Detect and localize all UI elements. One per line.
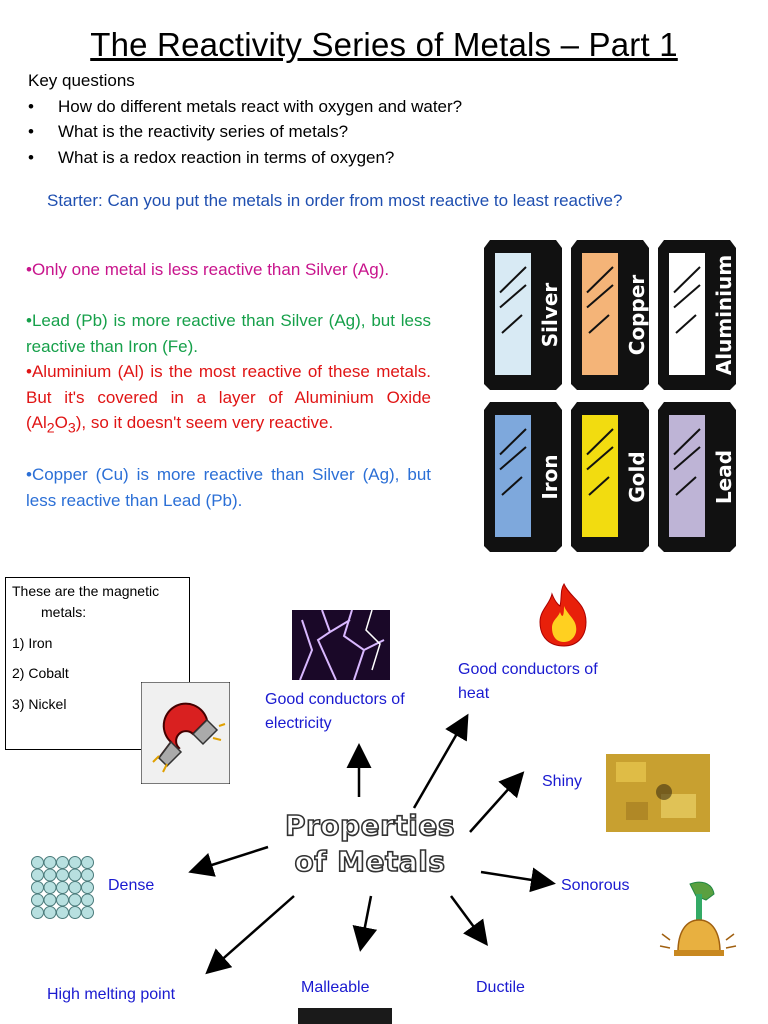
key-question-text: How do different metals react with oxygen and water? [58,97,463,116]
magnetic-item: 1) Iron [12,635,53,651]
arrow-malleable [361,896,371,947]
property-label: Good conductors of [265,691,405,708]
bullet: • [28,148,34,167]
clue-copper: •Copper (Cu) is more reactive than Silver (Ag), but less reactive than Lead (Pb). [26,465,431,510]
property-ductile: Ductile [476,979,525,996]
arrow-heat [414,718,466,808]
property-shiny: Shiny [542,773,583,790]
mind-map-title [270,808,470,880]
clue-aluminium-text: ), so it doesn't seem very reactive. [75,413,334,433]
key-questions-heading: Key questions [28,71,135,90]
magnetic-item: 2) Cobalt [12,665,69,681]
metal-bar-label: Copper [625,274,649,356]
clue-aluminium-text: •Aluminium (Al) is the most reactive of these metals. But it's covered in a layer of Aluminium Oxide (Al [26,362,431,433]
metal-bar-label: Gold [625,451,649,503]
metal-bar-label: Lead [712,449,736,505]
key-question-text: What is a redox reaction in terms of oxygen? [58,148,395,167]
property-malleable: Malleable [301,979,370,996]
property-heat [458,658,598,706]
magnetic-item: 3) Nickel [12,696,67,712]
arrow-high-melting [209,896,294,971]
subscript: 3 [67,420,76,437]
mind-map-title-line: Properties [284,809,456,842]
arrow-sonorous [481,872,551,883]
property-label: electricity [265,715,332,732]
bullet: • [28,97,34,116]
magnetic-heading: metals: [41,604,87,620]
property-high-melting-point: High melting point [47,986,176,1003]
property-electricity [265,688,405,736]
property-dense: Dense [108,877,155,894]
clue-lead: •Lead (Pb) is more reactive than Silver (Ag), but less reactive than Iron (Fe). [26,311,431,356]
arrow-ductile [451,896,485,942]
page-title: The Reactivity Series of Metals – Part 1 [90,26,678,63]
starter-question: Starter: Can you put the metals in order from most reactive to least reactive? [47,191,623,210]
property-label: heat [458,685,490,702]
bullet: • [28,122,34,141]
metal-bar-label: Iron [538,454,562,500]
clue-aluminium-text: O [54,413,68,433]
metal-bar-label: Silver [538,282,562,348]
clue-silver: •Only one metal is less reactive than Silver (Ag). [26,260,390,279]
metal-bar-label: Aluminium [712,254,736,376]
subscript: 2 [46,420,55,437]
arrow-shiny [470,775,521,832]
property-label: Good conductors of [458,661,598,678]
mind-map-title-line: of Metals [294,845,446,878]
arrow-dense [193,847,268,871]
property-sonorous: Sonorous [561,877,630,894]
magnetic-heading: These are the magnetic [12,583,160,599]
key-question-text: What is the reactivity series of metals? [58,122,349,141]
